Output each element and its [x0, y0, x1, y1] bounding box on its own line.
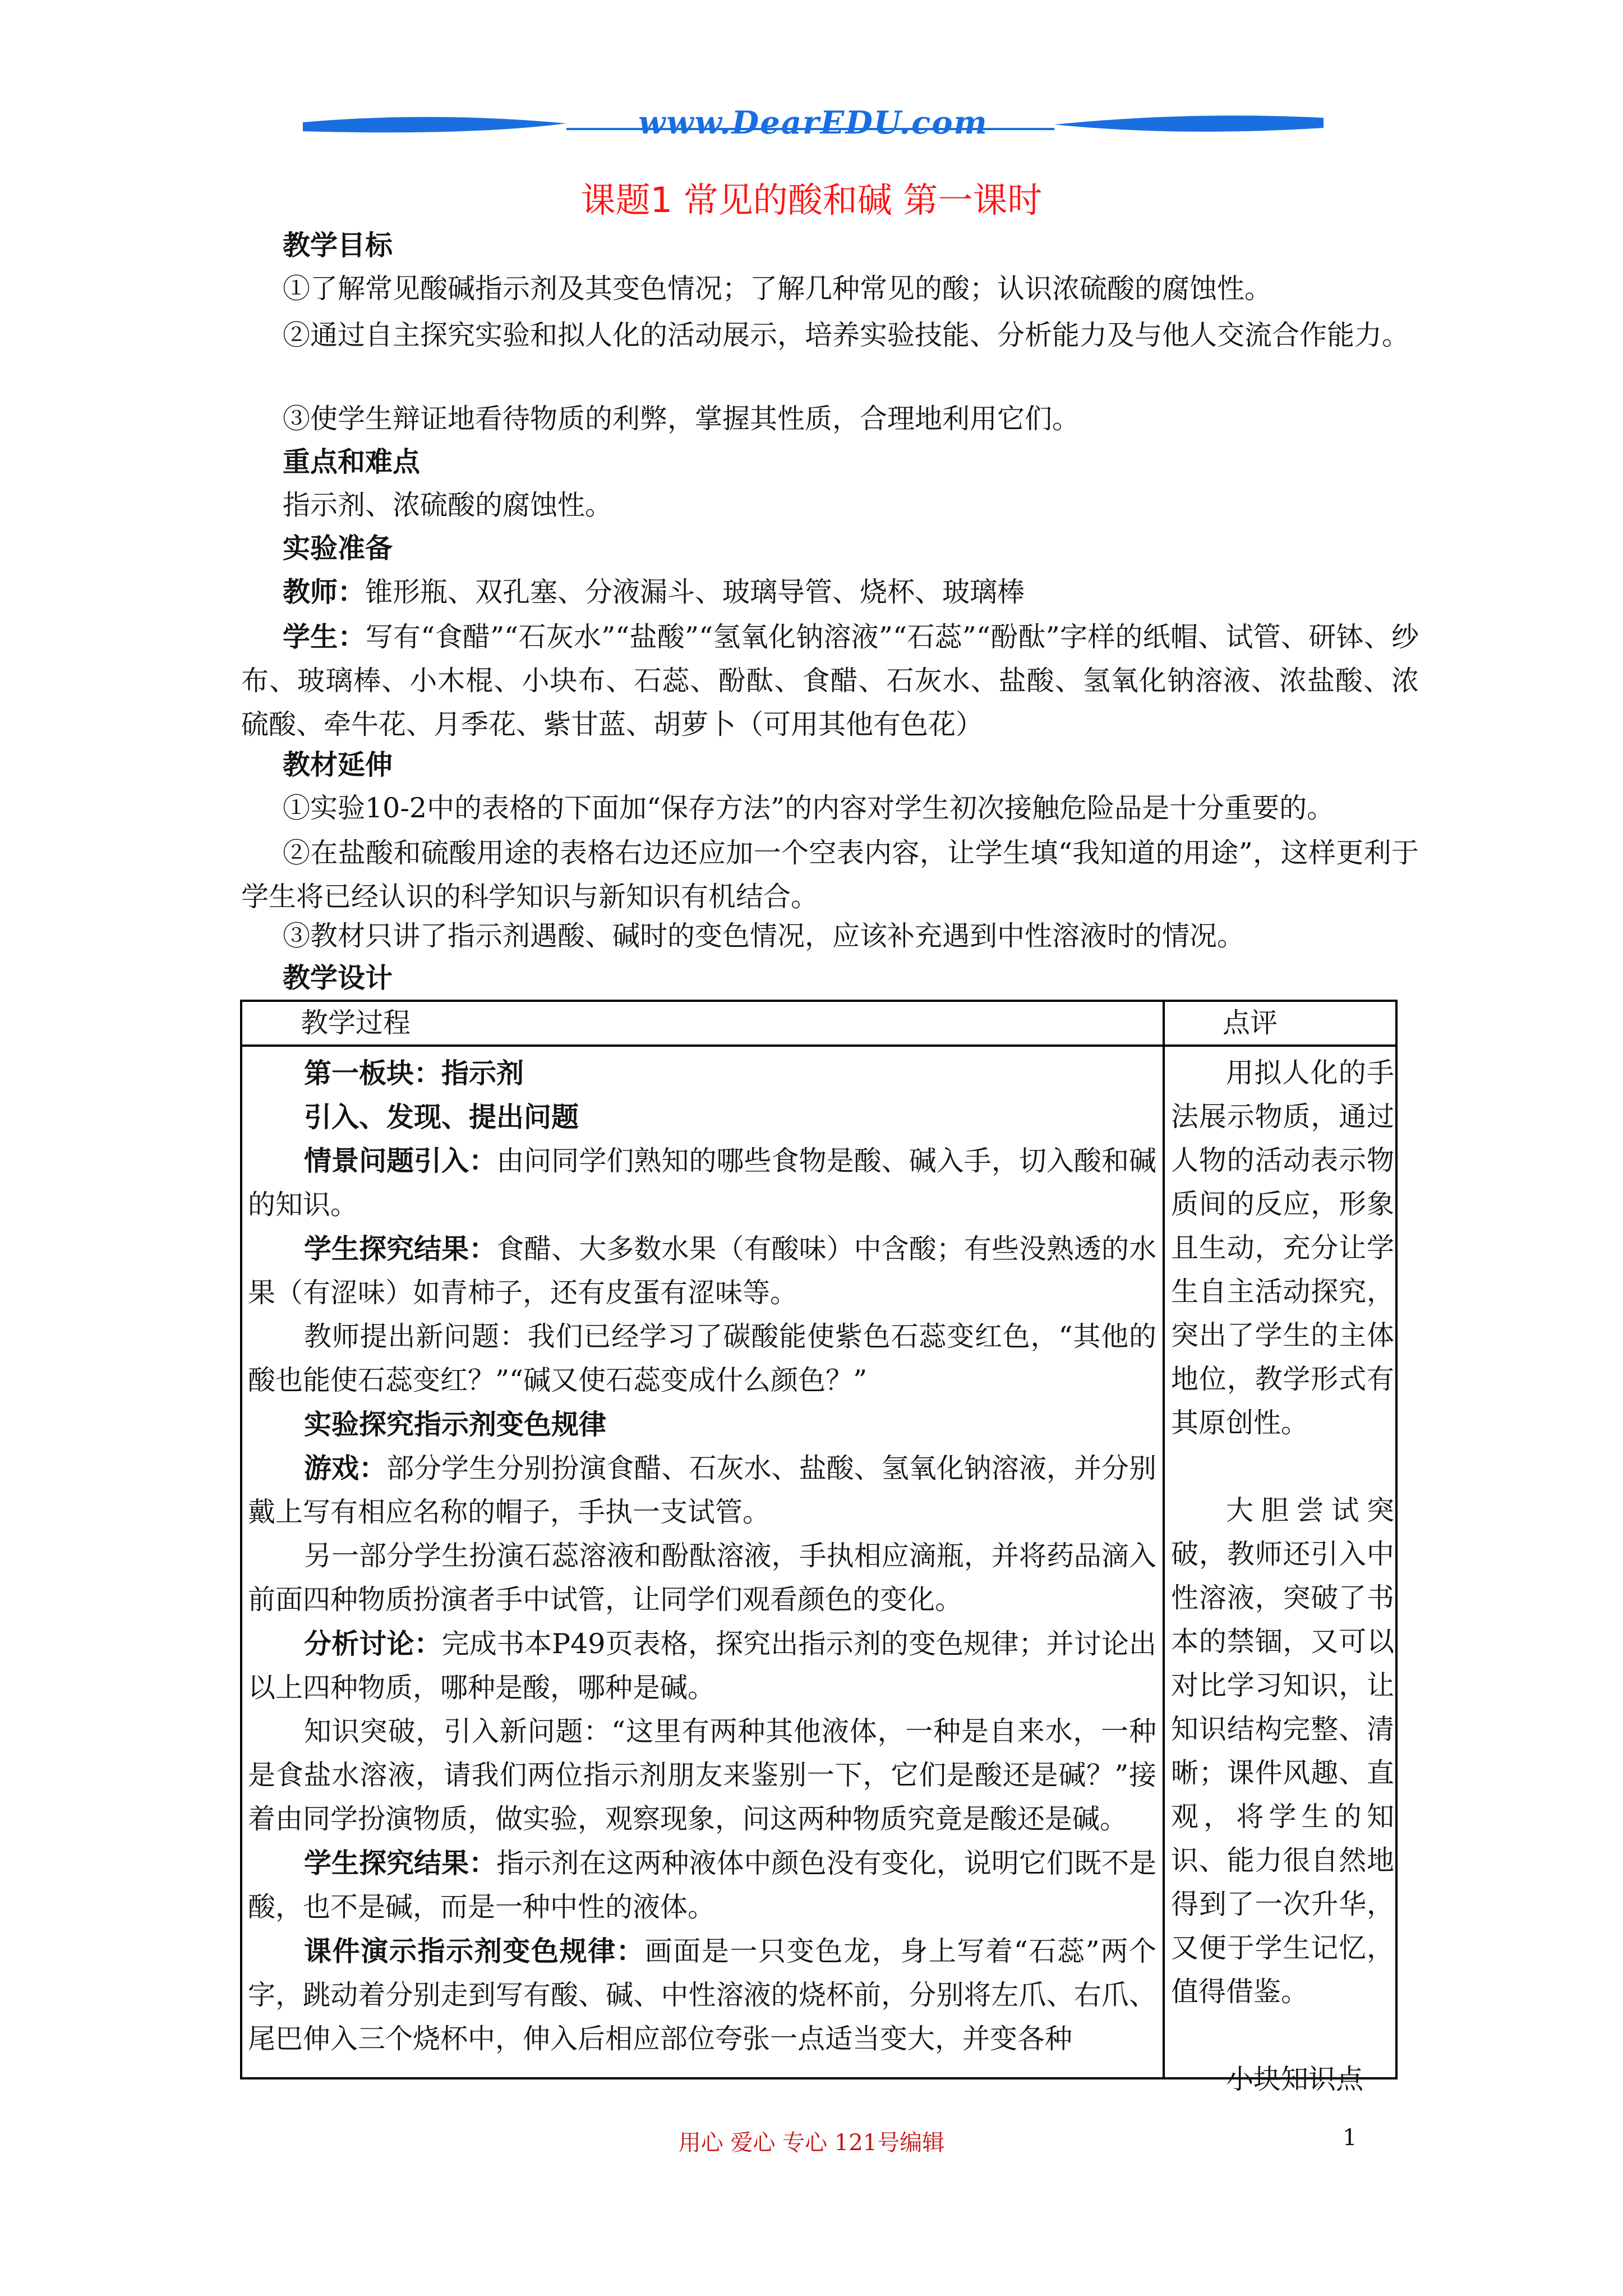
teacher-label: 教师： [283, 576, 366, 608]
extension-1: ①实验10-2中的表格的下面加“保存方法”的内容对学生初次接触危险品是十分重要的。 [283, 792, 1335, 824]
table-column-divider [1163, 1002, 1165, 2077]
objective-1: ①了解常见酸碱指示剂及其变色情况；了解几种常见的酸；认识浓硫酸的腐蚀性。 [283, 273, 1272, 305]
paragraph-text: 画面是一只变色龙，身上写着“石蕊”两个字，跳动着分别走到写有酸、碱、中性溶液的烧杯前，分别将左爪、右爪、尾巴伸入三个烧杯中，伸入后相应部位夸张一点适当变大，并变各种 [248, 1935, 1156, 2055]
process-paragraph [248, 1227, 1156, 1315]
paragraph-label: 游戏： [304, 1452, 387, 1484]
student-prep [241, 615, 1419, 747]
paragraph-text: 指示剂在这两种液体中颜色没有变化，说明它们既不是酸，也不是碱，而是一种中性的液体。 [248, 1847, 1156, 1923]
footer-text: 用心 爱心 专心 121号编辑 [678, 2130, 945, 2156]
process-paragraph: 教师提出新问题：我们已经学习了碳酸能使紫色石蕊变红色，“其他的酸也能使石蕊变红？”“碱又使石蕊变成什么颜色？” [248, 1320, 1156, 1396]
page-title: 课题1 常见的酸和碱 第一课时 [580, 179, 1043, 220]
key-text: 指示剂、浓硫酸的腐蚀性。 [283, 489, 613, 521]
key-heading: 重点和难点 [283, 445, 421, 478]
process-paragraph: 另一部分学生扮演石蕊溶液和酚酞溶液，手执相应滴瓶，并将药品滴入前面四种物质扮演者手中试管，让同学们观看颜色的变化。 [248, 1540, 1156, 1616]
objectives-heading: 教学目标 [283, 229, 393, 261]
process-paragraph [248, 1139, 1156, 1227]
table-header-divider [242, 1045, 1395, 1047]
process-paragraph [248, 1841, 1156, 1929]
paragraph-label: 学生探究结果： [304, 1232, 497, 1265]
comment-cell [1171, 1051, 1394, 2101]
block-heading: 第一板块：指示剂 [304, 1057, 524, 1089]
process-paragraph [248, 1622, 1156, 1710]
teacher-text: 锥形瓶、双孔塞、分液漏斗、玻璃导管、烧杯、玻璃棒 [365, 576, 1025, 608]
column-header-comment: 点评 [1223, 1007, 1278, 1039]
prep-heading: 实验准备 [283, 532, 393, 564]
lesson-design-table [240, 1000, 1398, 2095]
teacher-prep [283, 573, 1460, 611]
paragraph-text: 完成书本P49页表格，探究出指示剂的变色规律；并讨论出以上四种物质，哪种是酸，哪种是碱。 [248, 1628, 1156, 1704]
site-name: www.DearEDU.com [638, 104, 988, 141]
paragraph-text: 食醋、大多数水果（有酸味）中含酸；有些没熟透的水果（有涩味）如青柿子，还有皮蛋有涩味等。 [248, 1233, 1156, 1309]
process-paragraph: 知识突破，引入新问题：“这里有两种其他液体，一种是自来水，一种是食盐水溶液，请我们两位指示剂朋友来鉴别一下，它们是酸还是碱？”接着由同学扮演物质，做实验，观察现象，问这两种物质究竟是酸还是碱。 [248, 1715, 1156, 1835]
paragraph-label: 情景问题引入： [304, 1144, 497, 1177]
design-heading: 教学设计 [283, 961, 393, 994]
column-header-process: 教学过程 [301, 1007, 411, 1039]
comment-2: 大胆尝试突破，教师还引入中性溶液，突破了书本的禁锢，又可以对比学习知识，让知识结构完整、清晰；课件风趣、直观，将学生的知识、能力很自然地得到了一次升华，又便于学生记忆，值得借鉴。 [1171, 1494, 1394, 2008]
process-paragraph [248, 1446, 1156, 1534]
process-cell [248, 1051, 1156, 2061]
experiment-heading: 实验探究指示剂变色规律 [304, 1408, 607, 1441]
extension-heading: 教材延伸 [283, 748, 393, 781]
comment-3: 小块知识点 [1226, 2063, 1364, 2095]
objective-3: ③使学生辩证地看待物质的利弊，掌握其性质，合理地利用它们。 [283, 403, 1080, 435]
paragraph-text: 部分学生分别扮演食醋、石灰水、盐酸、氢氧化钠溶液，并分别戴上写有相应名称的帽子，手执一支试管。 [248, 1452, 1156, 1528]
comment-1: 用拟人化的手法展示物质，通过人物的活动表示物质间的反应，形象且生动，充分让学生自主活动探究，突出了学生的主体地位，教学形式有其原创性。 [1171, 1057, 1394, 1439]
header-logo [303, 104, 1324, 146]
paragraph-label: 课件演示指示剂变色规律： [304, 1935, 645, 1967]
process-paragraph [248, 1929, 1156, 2061]
paragraph-label: 分析讨论： [304, 1627, 442, 1660]
student-text: 写有“食醋”“石灰水”“盐酸”“氢氧化钠溶液”“石蕊”“酚酞”字样的纸帽、试管、研钵、纱布、玻璃棒、小木棍、小块布、石蕊、酚酞、食醋、石灰水、盐酸、氢氧化钠溶液、浓盐酸、浓硫酸、牵牛花、月季花、紫甘蓝、胡萝卜（可用其他有色花） [241, 621, 1419, 740]
student-label: 学生： [283, 620, 366, 653]
intro-heading: 引入、发现、提出问题 [304, 1101, 579, 1133]
page-number: 1 [1343, 2125, 1357, 2151]
objective-2: ②通过自主探究实验和拟人化的活动展示，培养实验技能、分析能力及与他人交流合作能力。 [283, 319, 1410, 351]
paragraph-label: 学生探究结果： [304, 1847, 497, 1879]
extension-2: ②在盐酸和硫酸用途的表格右边还应加一个空表内容，让学生填“我知道的用途”，这样更利于学生将已经认识的科学知识与新知识有机结合。 [241, 837, 1419, 913]
extension-3: ③教材只讲了指示剂遇酸、碱时的变色情况，应该补充遇到中性溶液时的情况。 [283, 920, 1245, 952]
paragraph-text: 由问同学们熟知的哪些食物是酸、碱入手，切入酸和碱的知识。 [248, 1145, 1156, 1221]
